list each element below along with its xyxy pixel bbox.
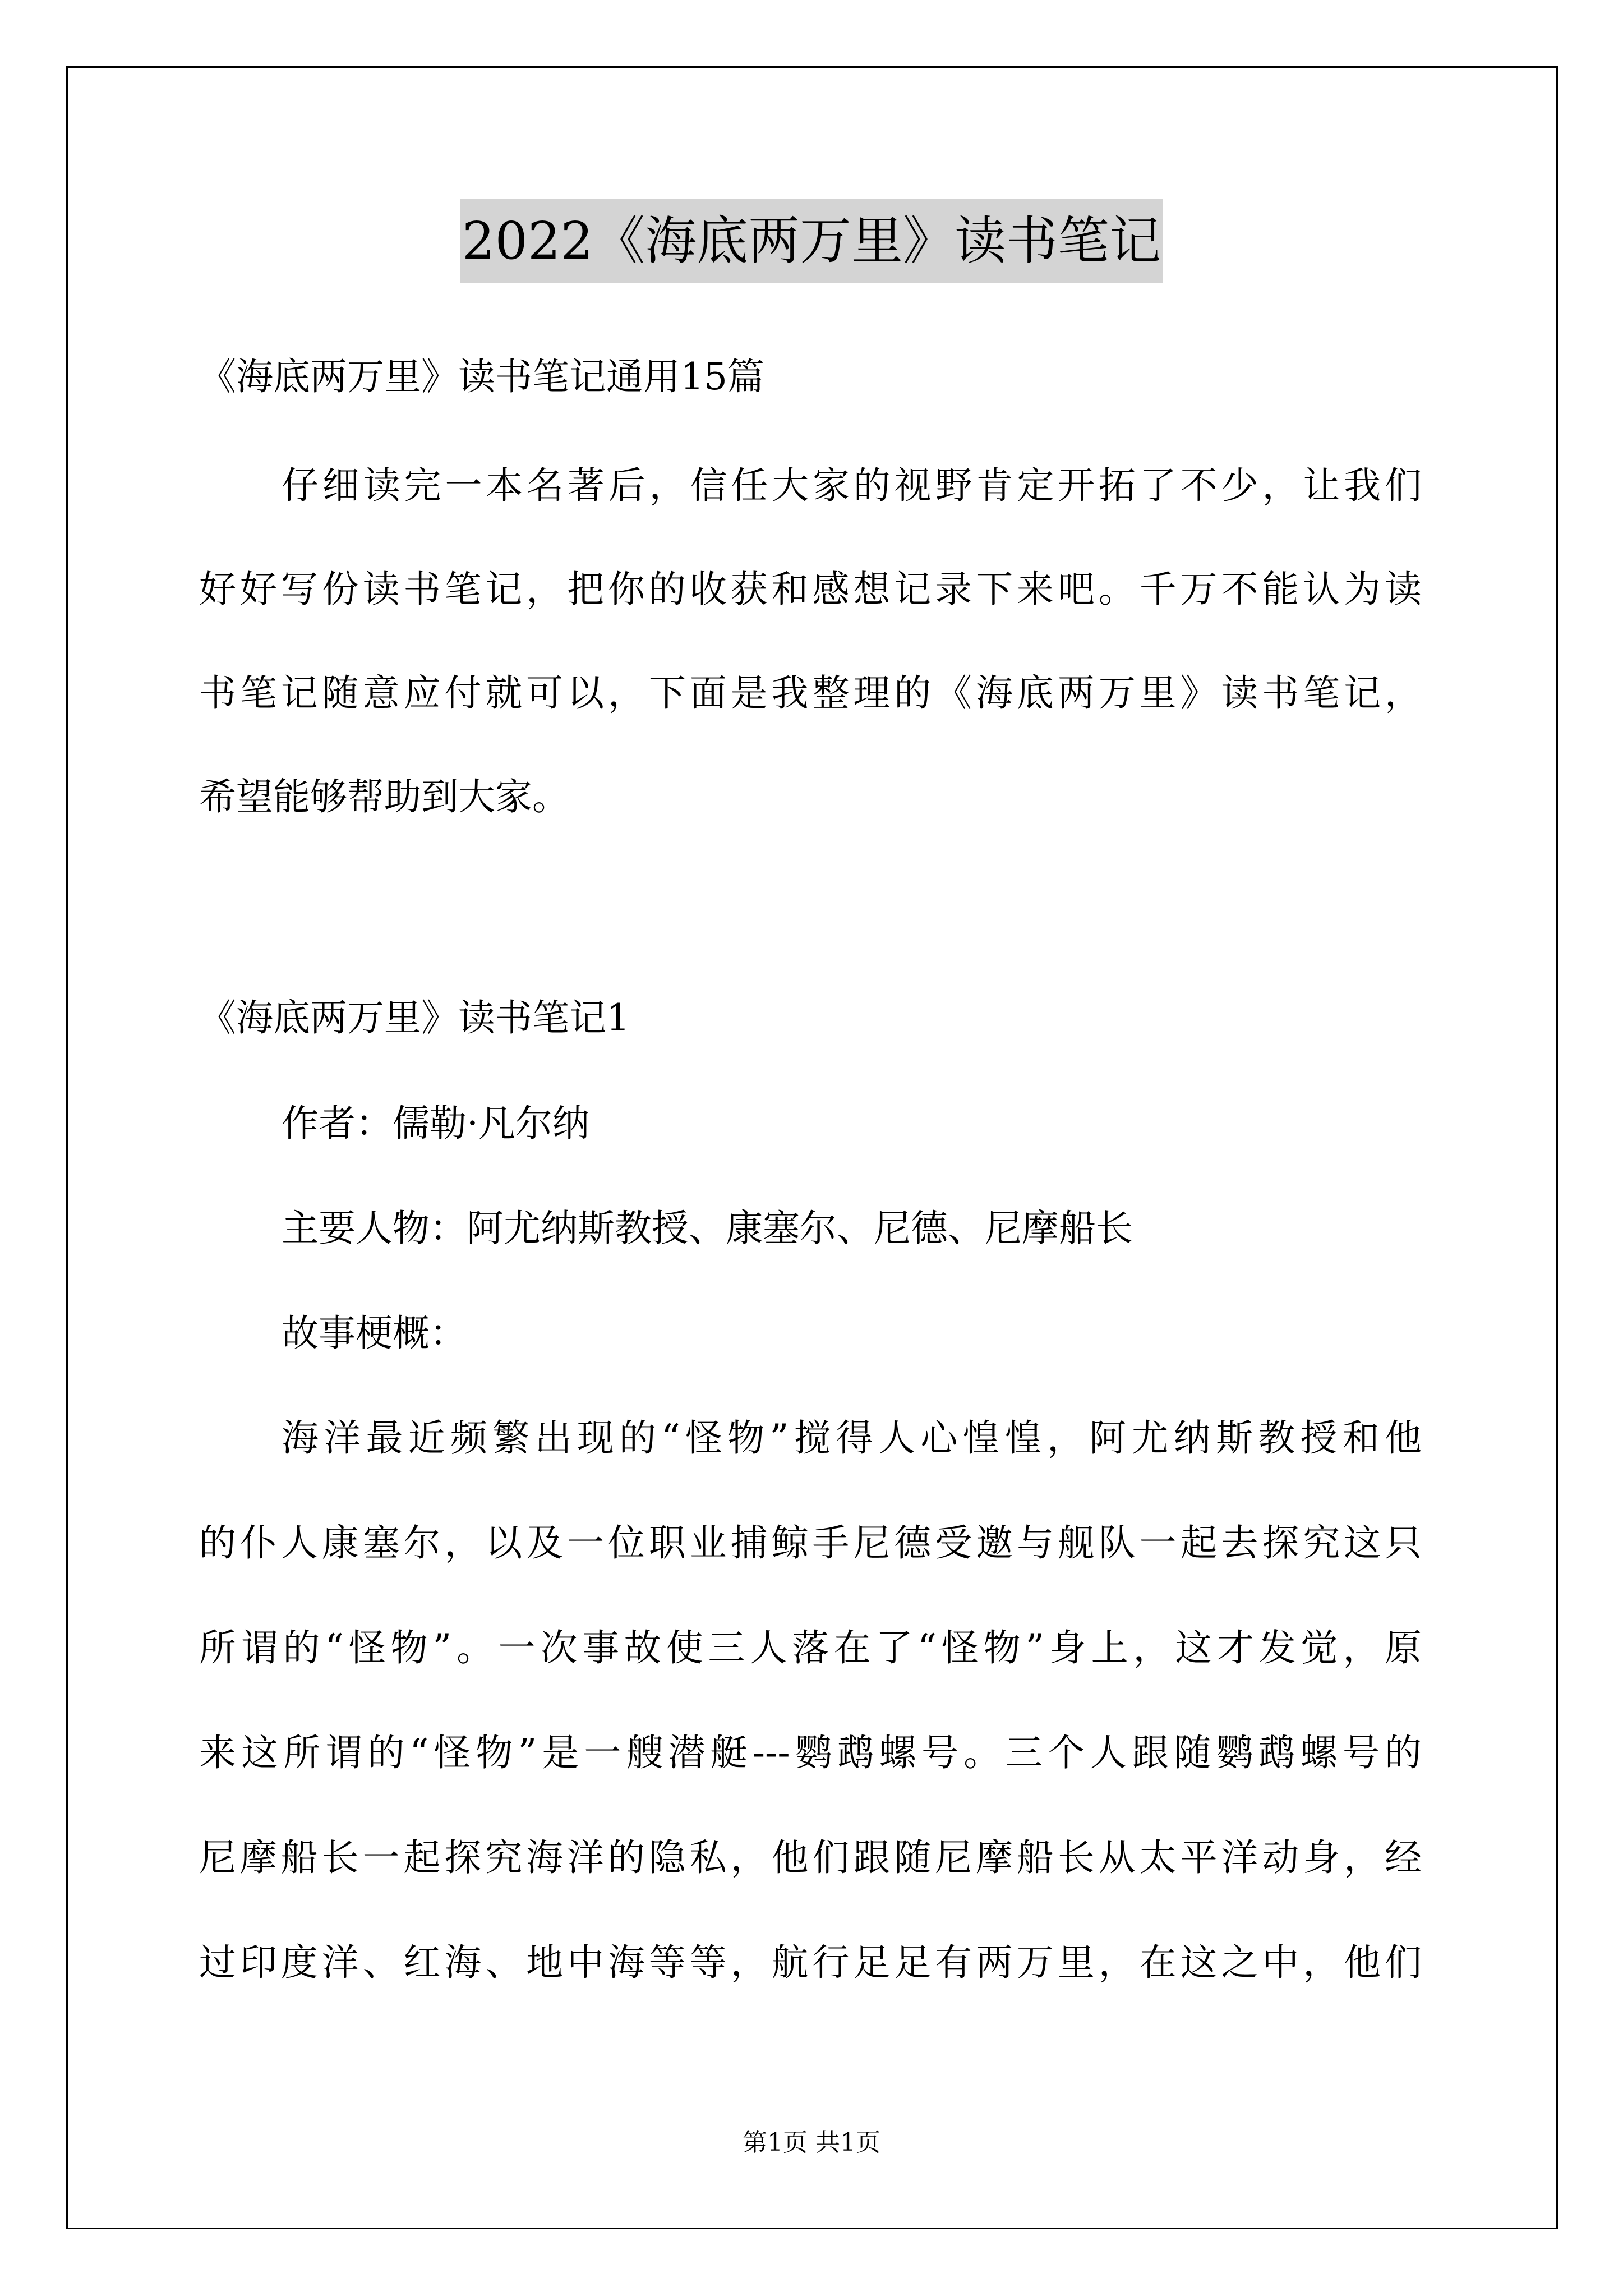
section-heading: 《海底两万里》读书笔记1 <box>199 996 630 1039</box>
intro-line-2: 好好写份读书笔记，把你的收获和感想记录下来吧。千万不能认为读 <box>199 568 1422 611</box>
summary-line-3: 所谓的“怪物”。一次事故使三人落在了“怪物”身上，这才发觉，原 <box>199 1626 1422 1669</box>
intro-line-3: 书笔记随意应付就可以，下面是我整理的《海底两万里》读书笔记， <box>199 671 1422 715</box>
document-title: 2022《海底两万里》读书笔记 <box>460 199 1163 283</box>
author-line: 作者：儒勒·凡尔纳 <box>282 1102 589 1145</box>
title-container <box>0 199 1623 283</box>
summary-line-4: 来这所谓的“怪物”是一艘潜艇---鹦鹉螺号。三个人跟随鹦鹉螺号的 <box>199 1731 1422 1774</box>
summary-line-5: 尼摩船长一起探究海洋的隐私，他们跟随尼摩船长从太平洋动身，经 <box>199 1836 1422 1879</box>
intro-line-1: 仔细读完一本名著后，信任大家的视野肯定开拓了不少，让我们 <box>282 464 1422 507</box>
document-subtitle: 《海底两万里》读书笔记通用15篇 <box>199 355 764 398</box>
characters-line: 主要人物：阿尤纳斯教授、康塞尔、尼德、尼摩船长 <box>282 1207 1133 1250</box>
summary-line-6: 过印度洋、红海、地中海等等，航行足足有两万里，在这之中，他们 <box>199 1941 1422 1984</box>
summary-line-2: 的仆人康塞尔，以及一位职业捕鲸手尼德受邀与舰队一起去探究这只 <box>199 1521 1422 1565</box>
summary-line-1: 海洋最近频繁出现的“怪物”搅得人心惶惶，阿尤纳斯教授和他 <box>282 1416 1422 1460</box>
intro-line-4: 希望能够帮助到大家。 <box>199 775 569 818</box>
page-footer: 第1页 共1页 <box>743 2128 880 2157</box>
summary-label: 故事梗概： <box>282 1312 467 1355</box>
